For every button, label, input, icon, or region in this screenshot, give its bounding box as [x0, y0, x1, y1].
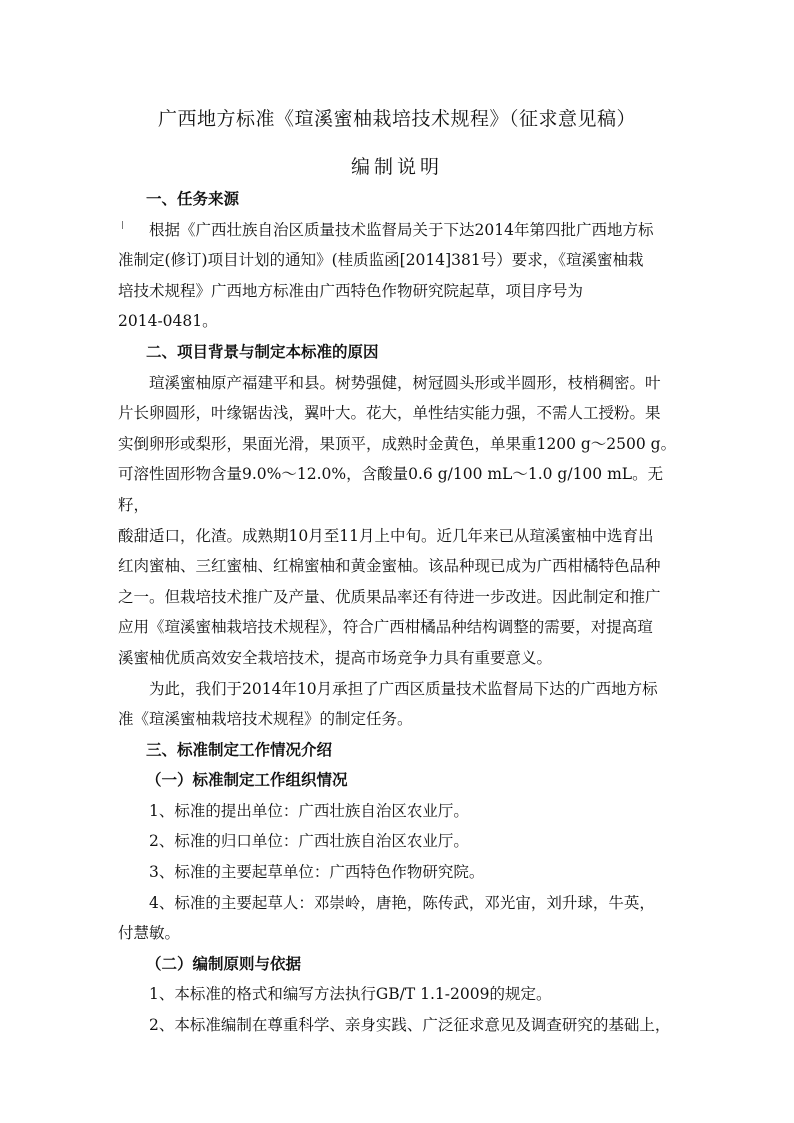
text-line: 准《瑄溪蜜柚栽培技术规程》的制定任务。 [118, 710, 413, 729]
text-line: 实倒卵形或梨形，果面光滑，果顶平，成熟时金黄色，单果重1200 g～2500 g。 [118, 434, 677, 453]
document-title: 广西地方标准《瑄溪蜜柚栽培技术规程》（征求意见稿） [157, 108, 636, 130]
list-item: 2、标准的归口单位：广西壮族自治区农业厅。 [149, 832, 469, 851]
text-line: 酸甜适口，化渣。成熟期10月至11月上中旬。近几年来已从瑄溪蜜柚中选育出 [118, 526, 654, 545]
list-item: 4、标准的主要起草人：邓崇岭，唐艳，陈传武，邓光宙，刘升球，牛英， [149, 893, 655, 912]
list-item: 1、标准的提出单位：广西壮族自治区农业厅。 [149, 801, 469, 820]
text-line: 2014-0481。 [118, 312, 218, 331]
text-line: 培技术规程》广西地方标准由广西特色作物研究院起草，项目序号为 [118, 281, 584, 300]
subsection-heading-principles: （二）编制原则与依据 [146, 953, 302, 973]
text-line: 红肉蜜柚、三红蜜柚、红棉蜜柚和黄金蜜柚。该品种现已成为广西柑橘特色品种 [118, 557, 661, 576]
list-item: 3、标准的主要起草单位：广西特色作物研究院。 [149, 863, 485, 882]
document-subtitle: 编制说明 [350, 156, 443, 178]
section-heading-task-source: 一、任务来源 [146, 189, 240, 208]
text-line: 应用《瑄溪蜜柚栽培技术规程》，符合广西柑橘品种结构调整的需要，对提高瑄 [118, 618, 653, 637]
text-line: 溪蜜柚优质高效安全栽培技术，提高市场竞争力具有重要意义。 [118, 648, 553, 667]
list-item-continuation: 付慧敏。 [118, 924, 181, 943]
section-heading-background: 二、项目背景与制定本标准的原因 [146, 341, 379, 361]
text-line: 瑄溪蜜柚原产福建平和县。树势强健，树冠圆头形或半圆形，枝梢稠密。叶 [149, 373, 661, 392]
text-line: 片长卵圆形，叶缘锯齿浅，翼叶大。花大，单性结实能力强，不需人工授粉。果 [118, 404, 661, 423]
text-line: 可溶性固形物含量9.0%～12.0%，含酸量0.6 g/100 mL～1.0 g/100 mL。无籽， [118, 465, 664, 514]
text-line: 之一。但栽培技术推广及产量、优质果品率还有待进一步改进。因此制定和推广 [118, 587, 661, 606]
document-body [118, 184, 684, 1041]
text-line: 根据《广西壮族自治区质量技术监督局关于下达2014年第四批广西地方标 [149, 220, 654, 239]
list-item: 2、本标准编制在尊重科学、亲身实践、广泛征求意见及调查研究的基础上， [149, 1016, 671, 1035]
subsection-heading-organization: （一）标准制定工作组织情况 [146, 770, 348, 790]
section-heading-work-status: 三、标准制定工作情况介绍 [146, 739, 333, 759]
text-line: 为此，我们于2014年10月承担了广西区质量技术监督局下达的广西地方标 [149, 679, 658, 698]
text-line: 准制定(修订)项目计划的通知》(桂质监函[2014]381号）要求，《瑄溪蜜柚栽 [118, 251, 644, 270]
list-item: 1、本标准的格式和编写方法执行GB/T 1.1-2009的规定。 [149, 985, 552, 1004]
